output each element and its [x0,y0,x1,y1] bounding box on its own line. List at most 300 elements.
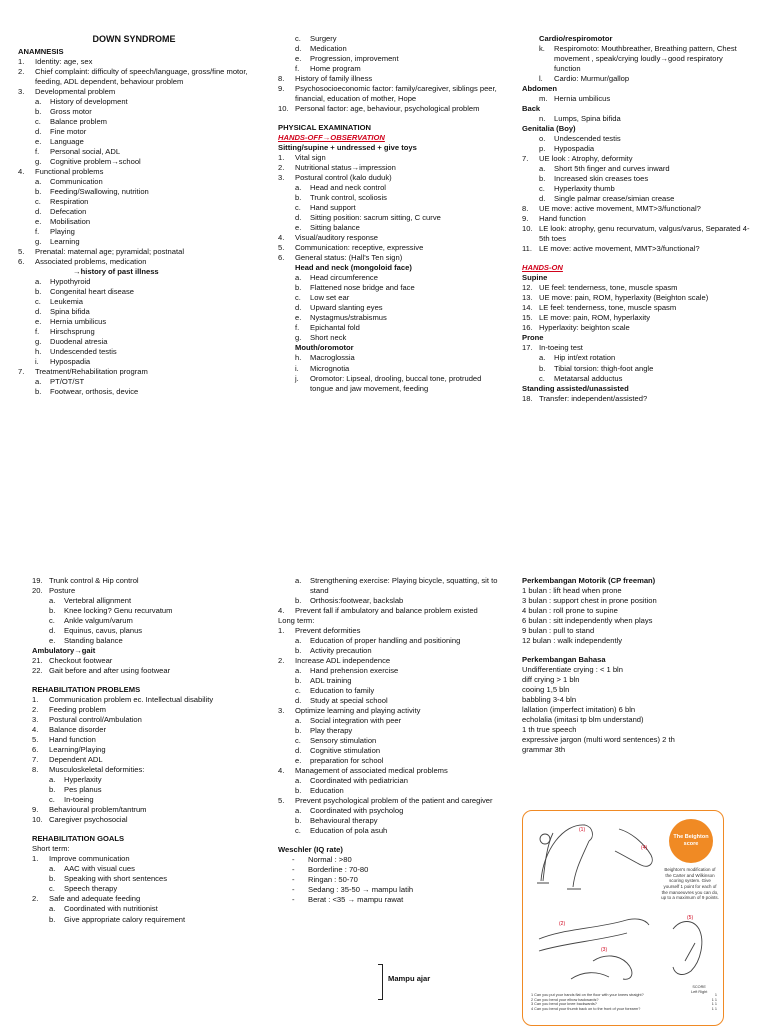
list-item [522,114,750,124]
list-marker: e. [295,223,302,233]
dash-marker: - [292,875,295,885]
list-item [278,364,504,374]
list-marker: c. [539,373,545,383]
list-item [522,74,750,84]
list-marker: c. [35,297,41,307]
list-item [18,97,250,107]
list-item [522,194,750,204]
list-text: Spina bifida [50,307,90,317]
list-item [32,586,266,596]
list-item [278,736,504,746]
list-item [18,287,250,297]
anamnesis-heading: ANAMNESIS [18,46,64,56]
list-marker: 16. [522,323,533,333]
list-item [18,197,250,207]
list-item [18,267,250,277]
list-text: Visual/auditory response [295,233,379,243]
dash-marker: - [292,855,295,865]
list-marker: f. [35,227,40,237]
column-anamnesis [18,34,250,397]
list-text: Undescended testis [554,134,621,144]
list-text: Strengthening exercise: Playing bicycle, squatting, sit to stand [310,576,498,596]
list-marker: n. [539,114,546,124]
rehab-problems-list [32,695,266,825]
list-text: AAC with visual cues [64,864,135,874]
list-text: Developmental problem [35,86,116,96]
list-text: Education to family [310,686,375,696]
list-text: UE move: active movement, MMT>3/functional? [539,204,701,214]
list-text: LE feel: tenderness, tone, muscle spasm [539,303,677,313]
list-item [278,776,504,786]
list-text: Checkout footwear [49,656,113,666]
line-item: Undifferentiate crying : < 1 bln [522,665,623,675]
list-marker: m. [539,94,548,104]
iq-item [278,865,504,875]
list-text: Coordinated with nutritionist [64,904,158,914]
list-item [522,224,750,244]
list-item [32,765,266,775]
list-text: Personal social, ADL [50,147,121,157]
list-marker: 2. [18,66,25,76]
list-marker: e. [295,756,302,766]
list-marker: 8. [278,74,285,84]
list-marker: a. [35,377,42,387]
list-item [18,217,250,227]
list-item [18,147,250,157]
list-item [522,214,750,224]
list-text: Feeding problem [49,705,106,715]
list-text: Dependent ADL [49,755,103,765]
dash-marker: - [292,885,295,895]
list-marker: a. [539,164,546,174]
list-marker: k. [539,44,545,54]
list-marker: 10. [278,104,289,114]
list-item [18,317,250,327]
list-text: Upward slanting eyes [310,303,383,313]
list-item [18,117,250,127]
list-marker: g. [35,237,42,247]
list-item [32,915,266,925]
list-text: Hypothyroid [50,277,91,287]
list-marker: d. [295,696,302,706]
list-item [278,163,504,173]
list-item [32,805,266,815]
list-text: History of family illness [295,74,373,84]
beighton-row [531,1007,717,1012]
list-marker: a. [35,96,42,106]
line-item: echolalia (imitasi tp blm understand) [522,715,644,725]
list-marker: 10. [32,815,43,825]
list-text: Vital sign [295,153,326,163]
list-item [278,756,504,766]
line-item: 1 th true speech [522,725,577,735]
line-item: expressive jargon (multi word sentences) 2 th [522,735,675,745]
list-marker: d. [35,307,42,317]
list-item [522,394,750,404]
line-item: 9 bulan : pull to stand [522,626,595,636]
list-text: Cardio: Murmur/gallop [554,74,630,84]
list-item [18,57,250,67]
history-list [278,34,504,114]
label-5: (5) [687,915,694,921]
list-marker: b. [35,287,42,297]
beighton-points: 1 [714,993,717,997]
list-item [278,716,504,726]
iq-item [278,895,504,905]
list-text: Medication [310,44,347,54]
list-text: Study at special school [310,696,388,706]
list-text: preparation for school [310,756,384,766]
list-item [32,894,266,904]
list-text: Metatarsal adductus [554,373,623,383]
list-item [278,826,504,836]
list-text: Coordinated with pediatrician [310,776,408,786]
list-text: UE move: pain, ROM, hyperlaxity (Beighton scale) [539,293,709,303]
list-marker: b. [49,785,56,795]
list-text: Progression, improvement [310,54,399,64]
list-item [18,177,250,187]
mampu-ajar-label: Mampu ajar [388,974,431,983]
list-text: Mobilisation [50,217,91,227]
list-marker: i. [35,357,39,367]
list-text: UE feel: tenderness, tone, muscle spasm [539,283,678,293]
list-marker: f. [35,327,40,337]
list-text: Hand support [310,203,356,213]
list-text: Hip int/ext rotation [554,353,616,363]
list-item [278,646,504,656]
list-item [18,347,250,357]
document-title: DOWN SYNDROME [92,34,176,44]
list-marker: d. [295,746,302,756]
list-item [278,696,504,706]
list-text: PT/OT/ST [50,377,85,387]
list-marker: 3. [18,86,25,96]
supine-subheading: Supine [522,273,548,283]
list-marker: 4. [18,167,25,177]
back-subheading: Back [522,104,541,114]
list-text: Give appropriate calory requirement [64,914,186,924]
rehab-problems-heading: REHABILITATION PROBLEMS [32,685,141,695]
list-item [18,377,250,387]
list-item [278,203,504,213]
list-item [18,227,250,237]
list-text: Education [310,786,344,796]
list-marker: h. [35,347,42,357]
list-marker: 8. [32,765,39,775]
column-problems-goals [32,576,266,925]
beighton-points: 1 1 [711,997,717,1002]
list-marker: h. [295,353,302,363]
list-marker: b. [295,596,302,606]
list-item [18,367,250,377]
list-marker: a. [295,716,302,726]
list-item [278,374,504,394]
iq-text: Normal : >80 [308,855,352,865]
list-marker: 11. [522,244,532,254]
list-text: Behavioural problem/tantrum [49,805,147,815]
list-item [278,806,504,816]
iq-text: Borderline : 70-80 [308,865,369,875]
list-marker: 6. [18,257,25,267]
list-item [278,283,504,293]
list-text: Musculoskeletal deformities: [49,765,145,775]
list-text: Chief complaint: difficulty of speech/language, gross/fine motor, feeding, ADL dependent, behaviour problem [35,66,248,86]
list-text: Learning [50,237,80,247]
list-text: Footwear, orthosis, device [50,387,139,397]
list-item [278,74,504,84]
list-marker: b. [35,387,42,397]
list-marker: e. [295,313,302,323]
list-text: Hand function [49,735,96,745]
list-marker: b. [295,816,302,826]
prone-subheading: Prone [522,333,544,343]
list-text: Flattened nose bridge and face [310,283,415,293]
list-text: Optimize learning and playing activity [295,706,421,716]
dash-marker: - [292,865,295,875]
list-text: UE look : Atrophy, deformity [539,154,633,164]
list-item [278,153,504,163]
list-text: Duodenal atresia [50,337,108,347]
list-text: Education of pola asuh [310,826,388,836]
list-marker: 18. [522,393,533,403]
list-marker: a. [295,636,302,646]
list-text: Macroglossia [310,353,355,363]
list-text: Single palmar crease/simian crease [554,194,675,204]
list-text: Posture [49,586,76,596]
ambulatory-subheading: Ambulatory→gait [32,646,96,656]
list-marker: 4. [278,233,285,243]
list-marker: d. [35,127,42,136]
list-text: Sensory stimulation [310,736,377,746]
list-text: Defecation [50,207,87,217]
list-item [522,134,750,144]
line-item: 4 bulan : roll prone to supine [522,606,618,616]
list-text: Communication problem ec. Intellectual disability [49,695,214,705]
list-marker: 1. [278,626,285,636]
column-exam [522,34,750,404]
list-item [32,636,266,646]
list-text: General status: (Hall's Ten sign) [295,253,403,263]
list-marker: a. [49,775,56,785]
list-item [32,606,266,616]
list-marker: 5. [278,796,285,806]
list-item [18,387,250,397]
list-text: Speaking with short sentences [64,874,167,884]
list-marker: a. [295,576,302,585]
list-item [278,293,504,303]
abdomen-list [522,94,750,104]
list-marker: a. [295,776,302,786]
list-marker: 6. [32,745,39,755]
list-item [278,64,504,74]
list-text: Safe and adequate feeding [49,894,141,904]
list-item [522,323,750,333]
list-item [32,705,266,715]
face-list [278,273,504,343]
list-text: Management of associated medical problems [295,766,448,776]
list-text: Social integration with peer [310,716,402,726]
list-marker: b. [35,187,42,197]
list-item [32,616,266,626]
list-text: Balance problem [50,116,107,126]
list-item [18,157,250,167]
beighton-table [531,993,717,1012]
list-text: Postural control/Ambulation [49,715,142,725]
label-2: (2) [559,921,566,927]
label-1: (1) [579,827,586,833]
list-item [278,303,504,313]
mouth-subheading: Mouth/oromotor [295,343,354,353]
supine-list [522,283,750,333]
sitting-subheading: Sitting/supine + undressed + give toys [278,143,417,153]
list-marker: d. [35,207,42,217]
list-text: Short neck [310,333,347,343]
list-text: In-toeing test [539,343,583,353]
list-marker: 2. [278,656,285,666]
cardio-list [522,44,750,84]
line-item: lallation (imperfect imitation) 6 bln [522,705,636,715]
list-marker: a. [295,806,302,816]
column-history-pe [278,34,504,394]
list-item [18,307,250,317]
list-item [278,183,504,193]
list-marker: d. [295,44,302,54]
list-item [522,144,750,154]
list-text: Undescended testis [50,347,117,357]
list-text: Behavioural therapy [310,816,378,826]
list-text: ADL training [310,676,352,686]
list-text: Gross motor [50,106,92,116]
list-text: Low set ear [310,293,350,303]
line-item: 1 bulan : lift head when prone [522,586,622,596]
iq-text: Berat : <35 → mampu rawat [308,895,404,905]
list-text: Standing balance [64,636,123,646]
gait-list [32,656,266,676]
list-marker: c. [295,826,301,836]
beighton-badge: The Beighton score [669,819,713,863]
list-marker: b. [295,676,302,686]
list-marker: g. [35,157,42,167]
beighton-question: 1 Can you put your hands flat on the floor with your knees straight? [531,993,644,997]
list-marker: 10. [522,224,533,234]
list-marker: p. [539,144,546,154]
list-text: History of development [50,96,128,106]
list-item [278,746,504,756]
list-item [32,884,266,894]
list-marker: g. [35,337,42,347]
list-marker: c. [295,34,301,43]
beighton-question: 3 Can you bend your knee backwards? [531,1002,597,1007]
list-item [18,107,250,117]
genitalia-subheading: Genitalia (Boy) [522,124,576,134]
list-text: Functional problems [35,167,104,177]
label-3: (3) [601,947,608,953]
list-marker: 1. [32,854,39,864]
list-item [278,44,504,54]
list-text: Prevent fall if ambulatory and balance problem existed [295,606,478,616]
list-item [32,755,266,765]
list-text: Identity: age, sex [35,56,93,66]
list-marker: 9. [278,84,285,94]
list-item [278,273,504,283]
cardio-subheading: Cardio/respiromotor [539,34,613,43]
list-marker: 2. [32,894,39,904]
list-text: Playing [50,227,75,237]
list-marker: 19. [32,576,43,585]
list-marker: a. [35,277,42,287]
list-text: Short 5th finger and curves inward [554,164,670,174]
list-item [278,786,504,796]
list-text: Hand function [539,214,586,224]
list-item [278,686,504,696]
list-text: LE move: active movement, MMT>3/functional? [539,244,700,254]
list-marker: d. [539,194,546,204]
list-marker: c. [35,116,41,126]
list-text: Prenatal: maternal age; pyramidal; postnatal [35,247,185,257]
score-title: SCORE [692,985,706,989]
list-item [18,297,250,307]
list-item [278,626,504,636]
list-text: Language [50,137,84,147]
beighton-question: 4 Can you bend your thumb back on to the front of your forearm? [531,1007,641,1012]
list-marker: 7. [18,367,25,377]
iq-list [278,855,504,905]
standing-list [522,394,750,404]
list-marker: 7. [32,755,39,765]
list-text: Education of proper handling and positioning [310,636,461,646]
list-item [32,735,266,745]
line-item: diff crying > 1 bln [522,675,580,685]
list-item [18,207,250,217]
list-text: Hirschsprung [50,327,95,337]
list-marker: b. [295,646,302,656]
list-text: Respiration [50,197,89,207]
list-text: Tibial torsion: thigh-foot angle [554,363,654,373]
list-item [278,323,504,333]
list-marker: a. [49,904,56,914]
list-item [278,726,504,736]
beighton-score-figure [522,810,724,1026]
list-item [522,364,750,374]
list-marker: e. [35,317,42,327]
list-text: Sitting balance [310,223,360,233]
list-item [278,796,504,806]
list-marker: a. [539,353,546,363]
hands-on-heading: HANDS-ON [522,263,563,273]
list-item [278,213,504,223]
list-marker: c. [295,686,301,696]
list-text: In-toeing [64,795,94,805]
label-4: (4) [641,845,648,851]
list-item [32,745,266,755]
list-item [32,795,266,805]
list-text: Pes planus [64,785,102,795]
list-item [278,636,504,646]
list-marker: b. [49,914,56,924]
list-item [278,353,504,363]
iq-text: Ringan : 50-70 [308,875,358,885]
hands-off-heading: HANDS-OFF→OBSERVATION [278,133,385,143]
list-text: Sitting position: sacrum sitting, C curve [310,213,441,223]
list-marker: 3. [278,706,285,716]
list-text: Hyperlaxity: beighton scale [539,323,630,333]
line-item: 6 bulan : sitt independently when plays [522,616,653,626]
list-marker: 13. [522,293,533,303]
list-item [18,337,250,347]
list-marker: c. [295,736,301,746]
list-text: LE move: pain, ROM, hyperlaxity [539,313,650,323]
long-term-list [278,626,504,836]
